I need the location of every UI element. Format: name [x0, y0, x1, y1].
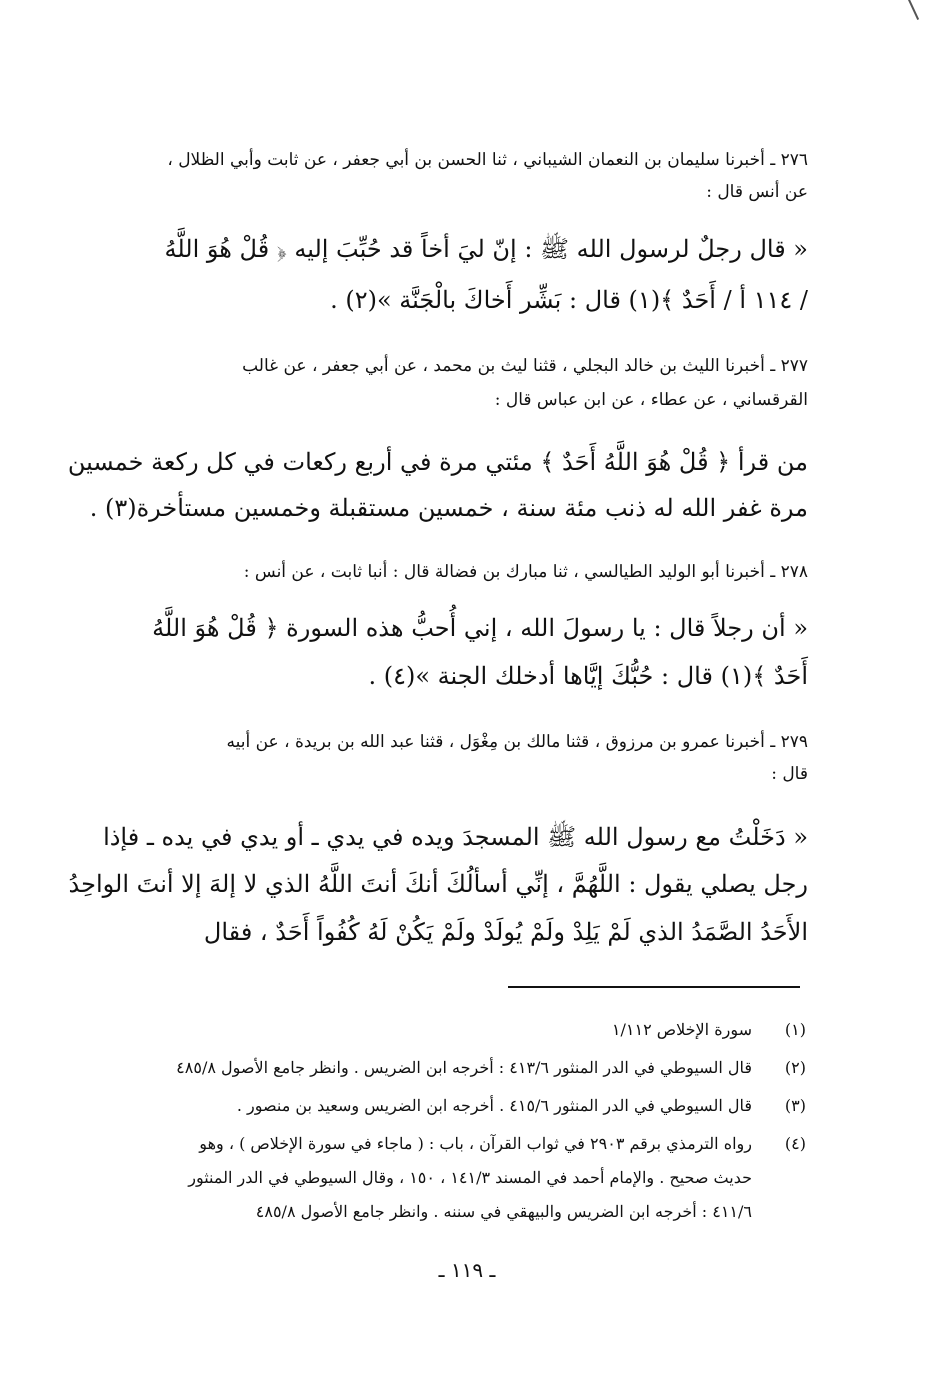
footnote-4-number: (٤) — [784, 1134, 806, 1153]
hadith-276-matn-line-1: « قال رجلٌ لرسول الله ﷺ : إنّ ليَ أخاً قد حُبِّبَ إليه ﴿ قُلْ هُوَ اللَّهُ — [164, 235, 808, 263]
hadith-277-matn-line-2: مرة غفر الله له ذنب مئة سنة ، خمسين مستقبلة وخمسين مستأخرة(٣) . — [89, 494, 808, 522]
footnote-1-text: سورة الإخلاص ١/١١٢ — [611, 1020, 752, 1039]
footnote-1-number: (١) — [784, 1020, 806, 1039]
hadith-277-isnad-line-2: القرقساني ، عن عطاء ، عن ابن عباس قال : — [494, 390, 808, 410]
hadith-279-matn-line-1: « دَخَلْتُ مع رسول الله ﷺ المسجدَ ويده في يدي ـ أو يدي في يده ـ فإذا — [103, 823, 808, 851]
footnote-2-number: (٢) — [784, 1058, 806, 1077]
footnote-3-number: (٣) — [784, 1096, 806, 1115]
hadith-277-matn-line-1: من قرأ ﴿ قُلْ هُوَ اللَّهُ أَحَدٌ ﴾ مئتي مرة في أربع ركعات في كل ركعة خمسين — [67, 448, 808, 476]
footnote-4-text-line-2: حديث صحيح . والإمام أحمد في المسند ١٤١/٣ ، ١٥٠ ، وقال السيوطي في الدر المنثور — [188, 1168, 752, 1187]
hadith-277-isnad-line-1: ٢٧٧ ـ أخبرنا الليث بن خالد البجلي ، قثنا ليث بن محمد ، عن أبي جعفر ، عن غالب — [242, 356, 808, 376]
hadith-279-matn-line-2: رجل يصلي يقول : اللَّهُمَّ ، إنِّي أسألُكَ أنكَ أنتَ اللَّهُ الذي لا إلهَ إلا أنتَ الواحِدُ — [68, 870, 808, 898]
hadith-279-isnad-line-2: قال : — [771, 764, 808, 784]
footnote-4-text-line-3: ٤١١/٦ : أخرجه ابن الضريس والبيهقي في سننه . وانظر جامع الأصول ٤٨٥/٨ — [255, 1202, 752, 1221]
hadith-278-isnad-line-1: ٢٧٨ ـ أخبرنا أبو الوليد الطيالسي ، ثنا مبارك بن فضالة قال : أنبا ثابت ، عن أنس : — [243, 562, 808, 582]
hadith-278-matn-line-1: « أن رجلاً قال : يا رسولَ الله ، إني أُحبُّ هذه السورة ﴿ قُلْ هُوَ اللَّهُ — [152, 614, 808, 642]
hadith-279-isnad-line-1: ٢٧٩ ـ أخبرنا عمرو بن مرزوق ، قثنا مالك بن مِغْوَل ، قثنا عبد الله بن بريدة ، عن أبيه — [226, 732, 808, 752]
footnote-separator — [508, 986, 800, 988]
scan-mark — [908, 0, 919, 20]
footnote-2-text: قال السيوطي في الدر المنثور ٤١٣/٦ : أخرجه ابن الضريس . وانظر جامع الأصول ٤٨٥/٨ — [176, 1058, 752, 1077]
hadith-276-isnad-line-2: عن أنس قال : — [706, 182, 808, 202]
hadith-278-matn-line-2: أَحَدٌ ﴾(١) قال : حُبُّكَ إيَّاها أدخلك الجنة »(٤) . — [368, 662, 808, 690]
page-number: ـ ١١٩ ـ — [438, 1258, 496, 1282]
hadith-276-matn-line-2: / ١١٤ أ / أَحَدٌ ﴾(١) قال : بَشِّر أَخاكَ بالْجَنَّة »(٢) . — [330, 286, 808, 314]
hadith-279-matn-line-3: الأَحَدُ الصَّمَدُ الذي لَمْ يَلِدْ ولَمْ يُولَدْ ولَمْ يَكُنْ لَهُ كُفُواً أَحَدٌ ، فقال — [203, 918, 808, 946]
footnote-4-text-line-1: رواه الترمذي برقم ٢٩٠٣ في ثواب القرآن ، باب : ( ماجاء في سورة الإخلاص ) ، وهو — [199, 1134, 752, 1153]
hadith-276-isnad-line-1: ٢٧٦ ـ أخبرنا سليمان بن النعمان الشيباني ، ثنا الحسن بن أبي جعفر ، عن ثابت وأبي الظلال ، — [167, 150, 808, 170]
footnote-3-text: قال السيوطي في الدر المنثور ٤١٥/٦ . أخرجه ابن الضريس وسعيد بن منصور . — [236, 1096, 752, 1115]
